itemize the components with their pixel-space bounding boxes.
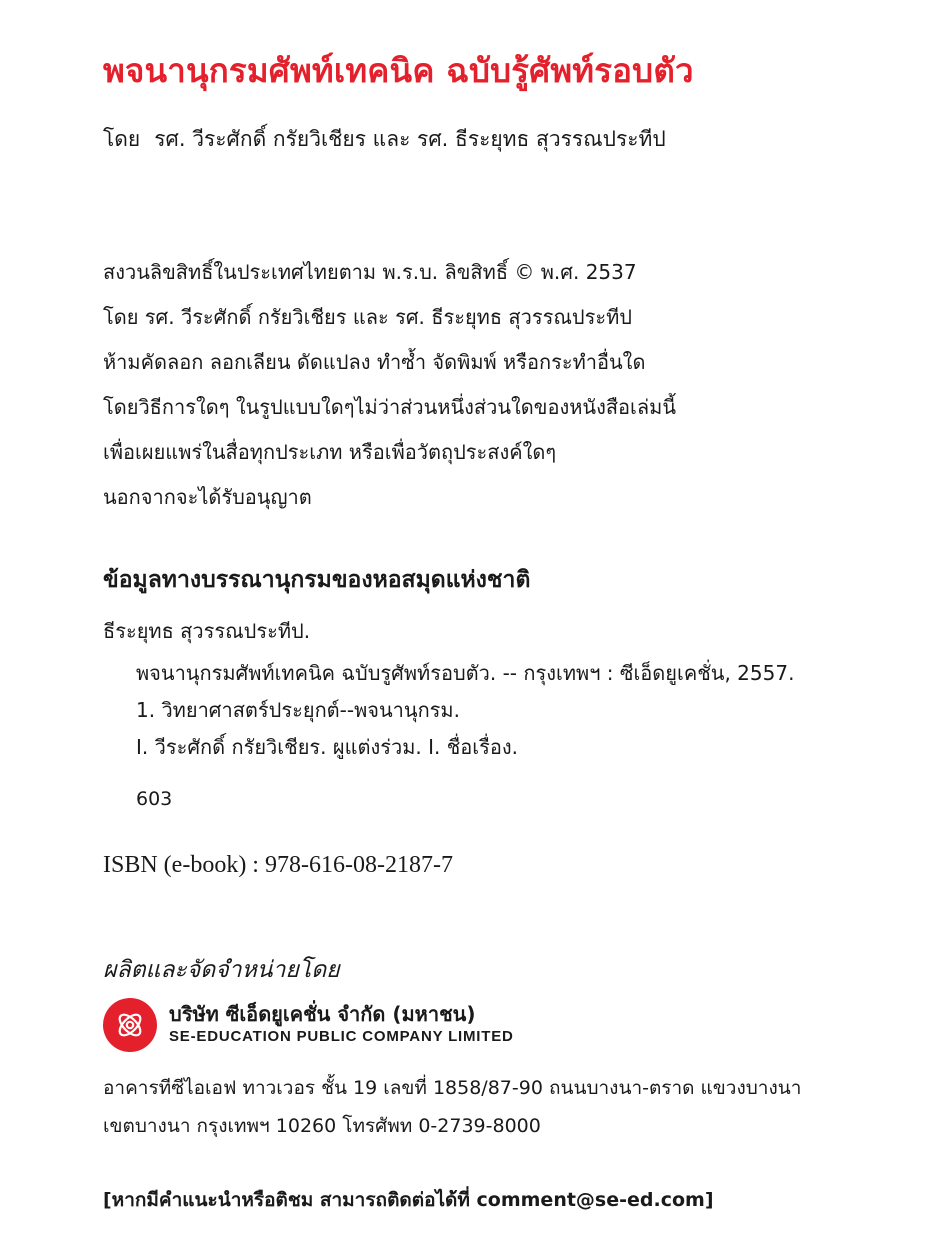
isbn: ISBN (e-book) : 978-616-08-2187-7 — [103, 852, 453, 878]
copyright-line: สงวนลิขสิทธิ์ในประเทศไทยตาม พ.ร.บ. ลิขสิทธิ์ © พ.ศ. 2537 — [103, 260, 637, 284]
byline-authors: รศ. วีระศักดิ์ กรัยวิเชียร และ รศ. ธีระยุทธ สุวรรณประทีป — [154, 127, 666, 151]
book-title: พจนานุกรมศัพท์เทคนิค ฉบับรู้ศัพท์รอบตัว — [103, 51, 694, 90]
publisher-name-english: SE-EDUCATION PUBLIC COMPANY LIMITED — [169, 1028, 514, 1045]
copyright-line: โดย รศ. วีระศักดิ์ กรัยวิเชียร และ รศ. ธีระยุทธ สุวรรณประทีป — [103, 305, 632, 329]
produced-by-label: ผลิตและจัดจำหน่ายโดย — [103, 957, 340, 983]
copyright-line: นอกจากจะได้รับอนุญาต — [103, 485, 312, 509]
byline — [103, 123, 666, 156]
catalog-entry: I. วีระศักดิ์ กรัยวิเชียร. ผูแต่งร่วม. I. ชื่อเรื่อง. — [136, 735, 519, 759]
copyright-line: โดยวิธีการใดๆ ในรูปแบบใดๆไม่ว่าส่วนหนึ่งส่วนใดของหนังสือเล่มนี้ — [103, 395, 677, 419]
catalog-classification: 603 — [136, 788, 173, 810]
address-line: อาคารทีซีไอเอฟ ทาวเวอร ชั้น 19 เลขที่ 1858/87-90 ถนนบางนา-ตราด แขวงบางนา — [103, 1077, 802, 1099]
copyright-line: ห้ามคัดลอก ลอกเลียน ดัดแปลง ทำซ้ำ จัดพิมพ์ หรือกระทำอื่นใด — [103, 350, 646, 374]
copyright-notice — [103, 250, 676, 520]
publisher-block — [103, 998, 703, 1054]
catalog-heading: ข้อมูลทางบรรณานุกรมของหอสมุดแห่งชาติ — [103, 567, 531, 593]
byline-prefix: โดย — [103, 127, 141, 151]
publisher-name-thai: บริษัท ซีเอ็ดยูเคชั่น จำกัด (มหาชน) — [169, 1002, 476, 1026]
catalog-entry: 1. วิทยาศาสตร์ประยุกต์--พจนานุกรม. — [136, 698, 460, 722]
address-line: เขตบางนา กรุงเทพฯ 10260 โทรศัพท 0-2739-8000 — [103, 1115, 541, 1137]
publisher-address — [103, 1069, 801, 1145]
catalog-entries — [136, 655, 794, 766]
se-ed-logo-icon — [103, 998, 157, 1052]
catalog-author: ธีระยุทธ สุวรรณประทีป. — [103, 619, 311, 643]
copyright-line: เพื่อเผยแพร่ในสื่อทุกประเภท หรือเพื่อวัตถุประสงค์ใดๆ — [103, 440, 557, 464]
feedback-contact: [หากมีคำแนะนำหรือติชม สามารถติดต่อได้ที่ comment@se-ed.com] — [103, 1189, 714, 1211]
catalog-entry: พจนานุกรมศัพท์เทคนิค ฉบับรูศัพท์รอบตัว. -- กรุงเทพฯ : ซีเอ็ดยูเคชั่น, 2557. — [136, 661, 795, 685]
